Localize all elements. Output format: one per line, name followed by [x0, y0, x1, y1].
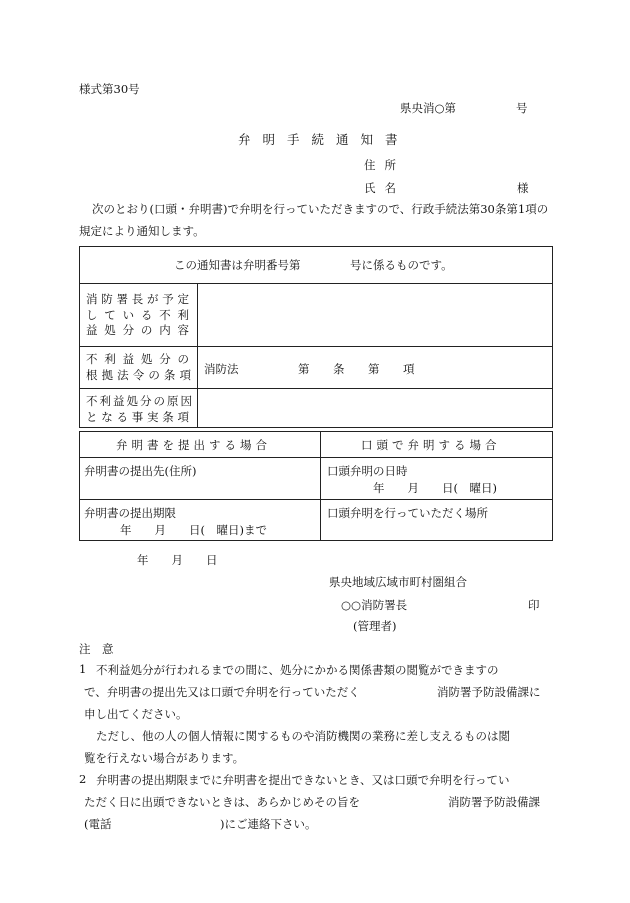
page-title: 弁明手続通知書 [238, 132, 410, 147]
law-article-suffix: 条 [333, 362, 345, 376]
top-row-suffix: 号に係るものです。 [350, 258, 453, 272]
name-label: 氏名 [364, 181, 405, 195]
notes-heading: 注 意 [79, 642, 114, 656]
written-header: 弁明書を提出する場合 [116, 438, 271, 452]
row1-label: 消防署長が予定 している不利 益処分の内容 [86, 292, 192, 337]
top-row-prefix: この通知書は弁明番号第 [174, 258, 301, 272]
signature-chief: ○○消防署長 [341, 598, 408, 612]
note-2-line-2b: 消防署予防設備課 [448, 795, 540, 809]
deadline-label: 弁明書の提出期限 [84, 506, 176, 520]
doc-ref-prefix: 県央消○第 [400, 101, 457, 115]
oral-date-line: 年 月 日( 曜日) [373, 481, 497, 495]
row3-label: 不利益処分の原因 となる事実条項 [86, 394, 192, 424]
deadline-date-line: 年 月 日( 曜日)まで [120, 523, 267, 537]
oral-datetime-label: 口頭弁明の日時 [327, 464, 408, 478]
issue-date-line: 年 月 日 [137, 553, 218, 567]
law-clause-suffix: 項 [403, 362, 415, 376]
law-clause-prefix: 第 [368, 362, 380, 376]
intro-line-1: 次のとおり(口頭・弁明書)で弁明を行っていただきますので、行政手続法第30条第1項の [92, 202, 549, 216]
signature-admin: (管理者) [353, 619, 397, 633]
row1-value-cell [197, 283, 553, 347]
top-row [79, 246, 553, 284]
oral-place-label: 口頭弁明を行っていただく場所 [327, 506, 488, 520]
law-name: 消防法 [204, 362, 239, 376]
note-2-line-2a: ただく日に出頭できないときは、あらかじめその旨を [84, 795, 360, 809]
seal-mark: 印 [528, 598, 540, 612]
intro-line-2: 規定により通知します。 [79, 224, 205, 238]
signature-org: 県央地域広域市町村圏組合 [329, 575, 467, 589]
law-article-prefix: 第 [298, 362, 310, 376]
doc-ref-suffix: 号 [516, 101, 528, 115]
note-1-line-5: 覧を行えない場合があります。 [84, 751, 245, 765]
note-1-line-4: ただし、他の人の個人情報に関するものや消防機関の業務に差し支えるものは閲 [96, 729, 510, 743]
note-2-line-3a: (電話 [84, 817, 112, 831]
submit-address-label: 弁明書の提出先(住所) [84, 464, 197, 478]
note-1-line-2b: 消防署予防設備課に [437, 685, 541, 699]
address-label: 住所 [364, 158, 405, 172]
form-number: 様式第30号 [79, 82, 140, 96]
note-1-number: 1 [79, 662, 87, 676]
note-2-line-3b: )にご連絡下さい。 [220, 817, 317, 831]
row2-label: 不利益処分の 根拠法令の条項 [86, 352, 192, 382]
note-1-line-2a: で、弁明書の提出先又は口頭で弁明を行っていただく [84, 685, 360, 699]
note-2-line-1: 弁明書の提出期限までに弁明書を提出できないとき、又は口頭で弁明を行ってい [96, 773, 510, 787]
oral-header: 口頭で弁明する場合 [361, 438, 501, 452]
honorific: 様 [517, 181, 529, 195]
note-1-line-1: 不利益処分が行われるまでの間に、処分にかかる関係書類の閲覧ができますの [96, 663, 499, 677]
note-2-number: 2 [79, 772, 87, 786]
note-1-line-3: 申し出てください。 [84, 707, 188, 721]
row3-value-cell [197, 388, 553, 428]
